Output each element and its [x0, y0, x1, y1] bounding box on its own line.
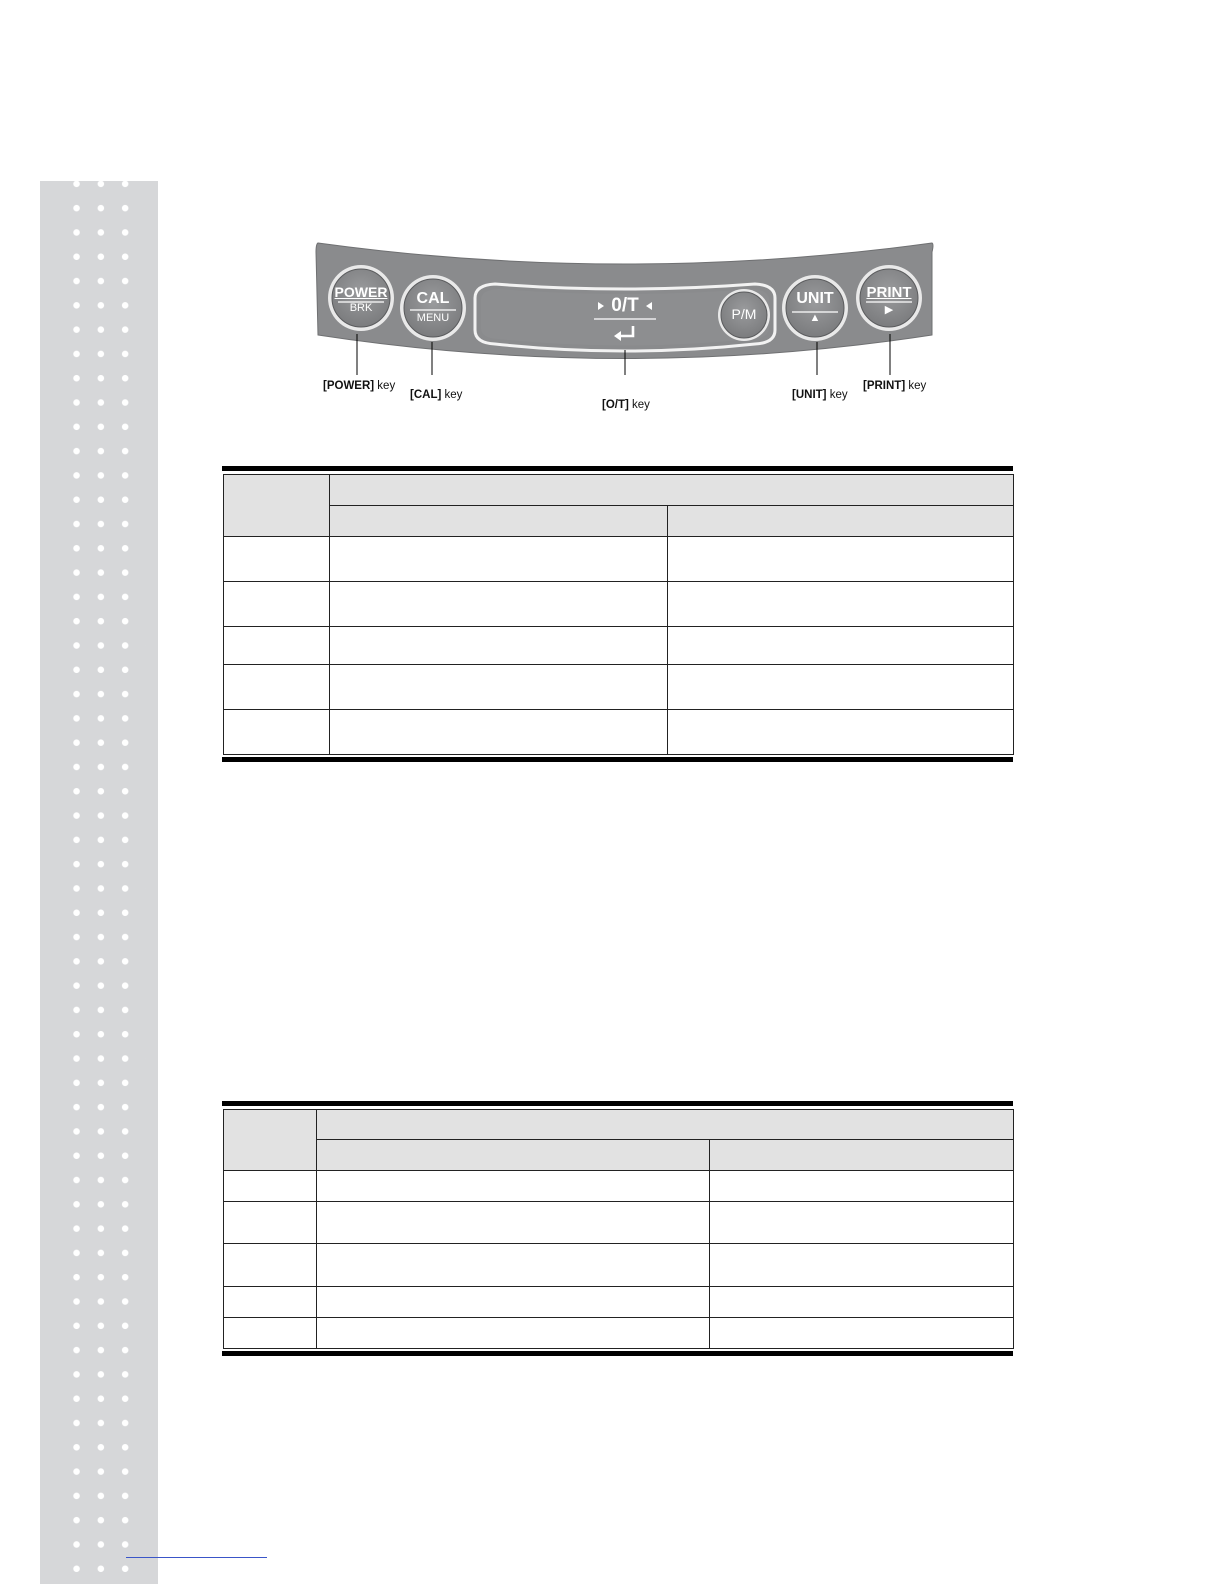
table-row [224, 1287, 1014, 1318]
table-row [224, 1318, 1014, 1349]
zero-tare-key-label: [O/T] key [602, 399, 650, 411]
table-row [224, 627, 1014, 665]
power-key-text: POWER BRK [334, 284, 388, 314]
table1-header-key [224, 475, 330, 537]
side-strip-margin [40, 181, 70, 1584]
table1-top-rule [222, 466, 1013, 471]
table-row [224, 1244, 1014, 1287]
table-row [224, 1202, 1014, 1244]
table2-header-col2 [710, 1140, 1014, 1171]
table1-header-function [330, 475, 1014, 506]
power-key-label: [POWER] key [323, 380, 396, 392]
display-table [223, 1109, 1014, 1349]
footer-link-underline[interactable] [126, 1557, 267, 1558]
unit-key-text: UNIT ▲ [796, 290, 834, 324]
table2-header-col1 [317, 1140, 710, 1171]
table2-top-rule [222, 1101, 1013, 1106]
print-key-text: PRINT ▶ [866, 284, 912, 316]
table1-bottom-rule [222, 757, 1013, 762]
table-row [224, 710, 1014, 755]
table1-header-col2 [668, 506, 1014, 537]
table1-header-col1 [330, 506, 668, 537]
table-row [224, 1171, 1014, 1202]
table2-bottom-rule [222, 1351, 1013, 1356]
table-row [224, 582, 1014, 627]
table2-header-function [317, 1110, 1014, 1140]
pm-key-text: P/M [731, 306, 757, 322]
table2-header-key [224, 1110, 317, 1171]
zero-tare-key-text: 0/T [611, 295, 639, 316]
cal-key-text: CAL MENU [416, 290, 450, 324]
print-key-label: [PRINT] key [863, 380, 927, 392]
cal-key-label: [CAL] key [410, 389, 463, 401]
unit-key-label: [UNIT] key [792, 389, 848, 401]
side-strip-margin-right [146, 181, 158, 1584]
key-function-table [223, 474, 1014, 755]
table-row [224, 537, 1014, 582]
table-row [224, 665, 1014, 710]
